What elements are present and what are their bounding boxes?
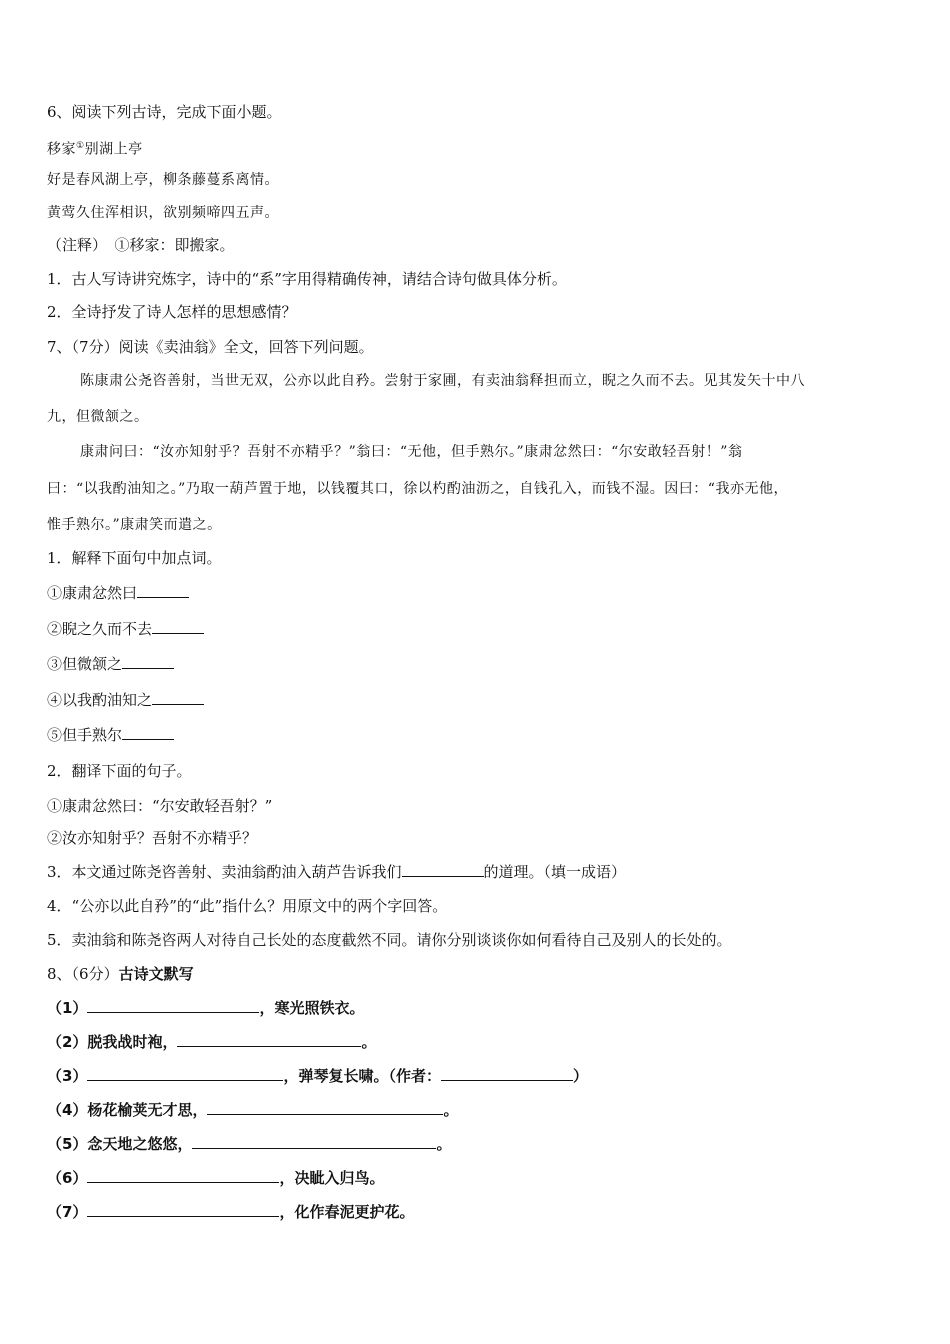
q8-line3-c: ）	[572, 1067, 588, 1085]
answer-blank[interactable]	[152, 619, 204, 634]
q8-line5-b: 。	[436, 1135, 452, 1153]
q7-trans2: ②汝亦知射乎？吾射不亦精乎？	[47, 829, 258, 847]
answer-blank[interactable]	[87, 1202, 279, 1217]
q6-header: 6、阅读下列古诗，完成下面小题。	[47, 103, 282, 121]
q8-line7	[47, 1202, 910, 1222]
q7-sub2: 2．翻译下面的句子。	[47, 762, 192, 780]
answer-blank[interactable]	[137, 583, 189, 598]
q7-item-2	[47, 619, 910, 639]
q8-header-a: 8、（6分）	[47, 965, 119, 983]
q6-poem-line2: 黄莺久住浑相识，欲别频啼四五声。	[47, 205, 279, 221]
q7-sub5: 5．卖油翁和陈尧咨两人对待自己长处的态度截然不同。请你分别谈谈你如何看待自己及别人的长处的。	[47, 931, 732, 949]
q8-line7-a: （7）	[47, 1203, 88, 1221]
q6-sub1: 1．古人写诗讲究炼字，诗中的“系”字用得精确传神，请结合诗句做具体分析。	[47, 270, 567, 288]
q7-para2-line-a: 康肃问曰：“汝亦知射乎？吾射不亦精乎？”翁曰：“无他，但手熟尔。”康肃忿然曰：“尔安敢轻吾射！”翁	[80, 444, 743, 460]
q8-line7-b: ，化作春泥更护花。	[279, 1203, 415, 1221]
q8-line2-a: （2）脱我战时袍，	[47, 1033, 178, 1051]
q7-para2-line-b: 曰：“以我酌油知之。”乃取一葫芦置于地，以钱覆其口，徐以杓酌油沥之，自钱孔入，而钱不湿。因曰：“我亦无他，	[47, 481, 788, 497]
q8-line6	[47, 1168, 910, 1188]
q6-poem-title-note: ①	[76, 141, 85, 151]
q7-item-4	[47, 690, 910, 710]
q8-line3-b: ，弹琴复长啸。（作者：	[283, 1067, 441, 1085]
q8-header-b: 古诗文默写	[118, 965, 194, 983]
q8-line1-a: （1）	[47, 999, 88, 1017]
q7-sub1: 1．解释下面句中加点词。	[47, 549, 222, 567]
q7-item-3	[47, 654, 910, 674]
q8-line2	[47, 1032, 910, 1052]
q7-item-3-text: ③但微颔之	[47, 655, 123, 673]
q7-item-5-text: ⑤但手熟尔	[47, 726, 123, 744]
answer-blank[interactable]	[207, 1100, 443, 1115]
q8-line3-a: （3）	[47, 1067, 88, 1085]
q8-line5	[47, 1134, 910, 1154]
q8-line3	[47, 1066, 910, 1086]
q7-para1-line-b: 九，但微颔之。	[47, 409, 149, 425]
q6-sub2: 2．全诗抒发了诗人怎样的思想感情？	[47, 303, 297, 321]
answer-blank[interactable]	[87, 1168, 279, 1183]
q7-item-1-text: ①康肃忿然曰	[47, 584, 138, 602]
q7-header: 7、（7分）阅读《卖油翁》全文，回答下列问题。	[47, 338, 374, 356]
q8-line4-a: （4）杨花榆荚无才思，	[47, 1101, 208, 1119]
answer-blank[interactable]	[402, 862, 484, 877]
q8-line4-b: 。	[443, 1101, 459, 1119]
q7-sub3-a: 3．本文通过陈尧咨善射、卖油翁酌油入葫芦告诉我们	[47, 863, 402, 881]
answer-blank[interactable]	[122, 725, 174, 740]
q8-line1	[47, 998, 910, 1018]
answer-blank[interactable]	[122, 654, 174, 669]
q7-sub3	[47, 862, 910, 882]
q7-trans1: ①康肃忿然曰：“尔安敢轻吾射？”	[47, 797, 273, 815]
q7-sub4: 4．“公亦以此自矜”的“此”指什么？用原文中的两个字回答。	[47, 897, 448, 915]
q7-item-1	[47, 583, 910, 603]
answer-blank[interactable]	[87, 1066, 283, 1081]
answer-blank[interactable]	[177, 1032, 361, 1047]
answer-blank[interactable]	[152, 690, 204, 705]
q7-item-4-text: ④以我酌油知之	[47, 691, 153, 709]
q8-line2-b: 。	[361, 1033, 377, 1051]
q8-line5-a: （5）念天地之悠悠，	[47, 1135, 193, 1153]
q7-item-2-text: ②睨之久而不去	[47, 620, 153, 638]
q8-line4	[47, 1100, 910, 1120]
q8-line1-b: ，寒光照铁衣。	[259, 999, 365, 1017]
q6-poem-line1: 好是春风湖上亭，柳条藤蔓系离情。	[47, 172, 279, 188]
answer-blank[interactable]	[192, 1134, 436, 1149]
q7-para2-line-c: 惟手熟尔。”康肃笑而遣之。	[47, 517, 222, 533]
q8-line6-a: （6）	[47, 1169, 88, 1187]
q8-line6-b: ，决眦入归鸟。	[279, 1169, 385, 1187]
q6-note: （注释） ①移家：即搬家。	[47, 236, 235, 254]
author-blank[interactable]	[441, 1066, 573, 1081]
q6-poem-title	[47, 136, 910, 160]
q6-poem-title-a: 移家	[47, 141, 76, 158]
q8-header	[47, 964, 910, 984]
answer-blank[interactable]	[87, 998, 259, 1013]
q7-item-5	[47, 725, 910, 745]
q7-para1-line-a: 陈康肃公尧咨善射，当世无双，公亦以此自矜。尝射于家圃，有卖油翁释担而立，睨之久而不去。见其发矢十中八	[80, 373, 805, 389]
q7-sub3-b: 的道理。（填一成语）	[483, 863, 627, 881]
q6-poem-title-b: 别湖上亭	[84, 141, 143, 158]
